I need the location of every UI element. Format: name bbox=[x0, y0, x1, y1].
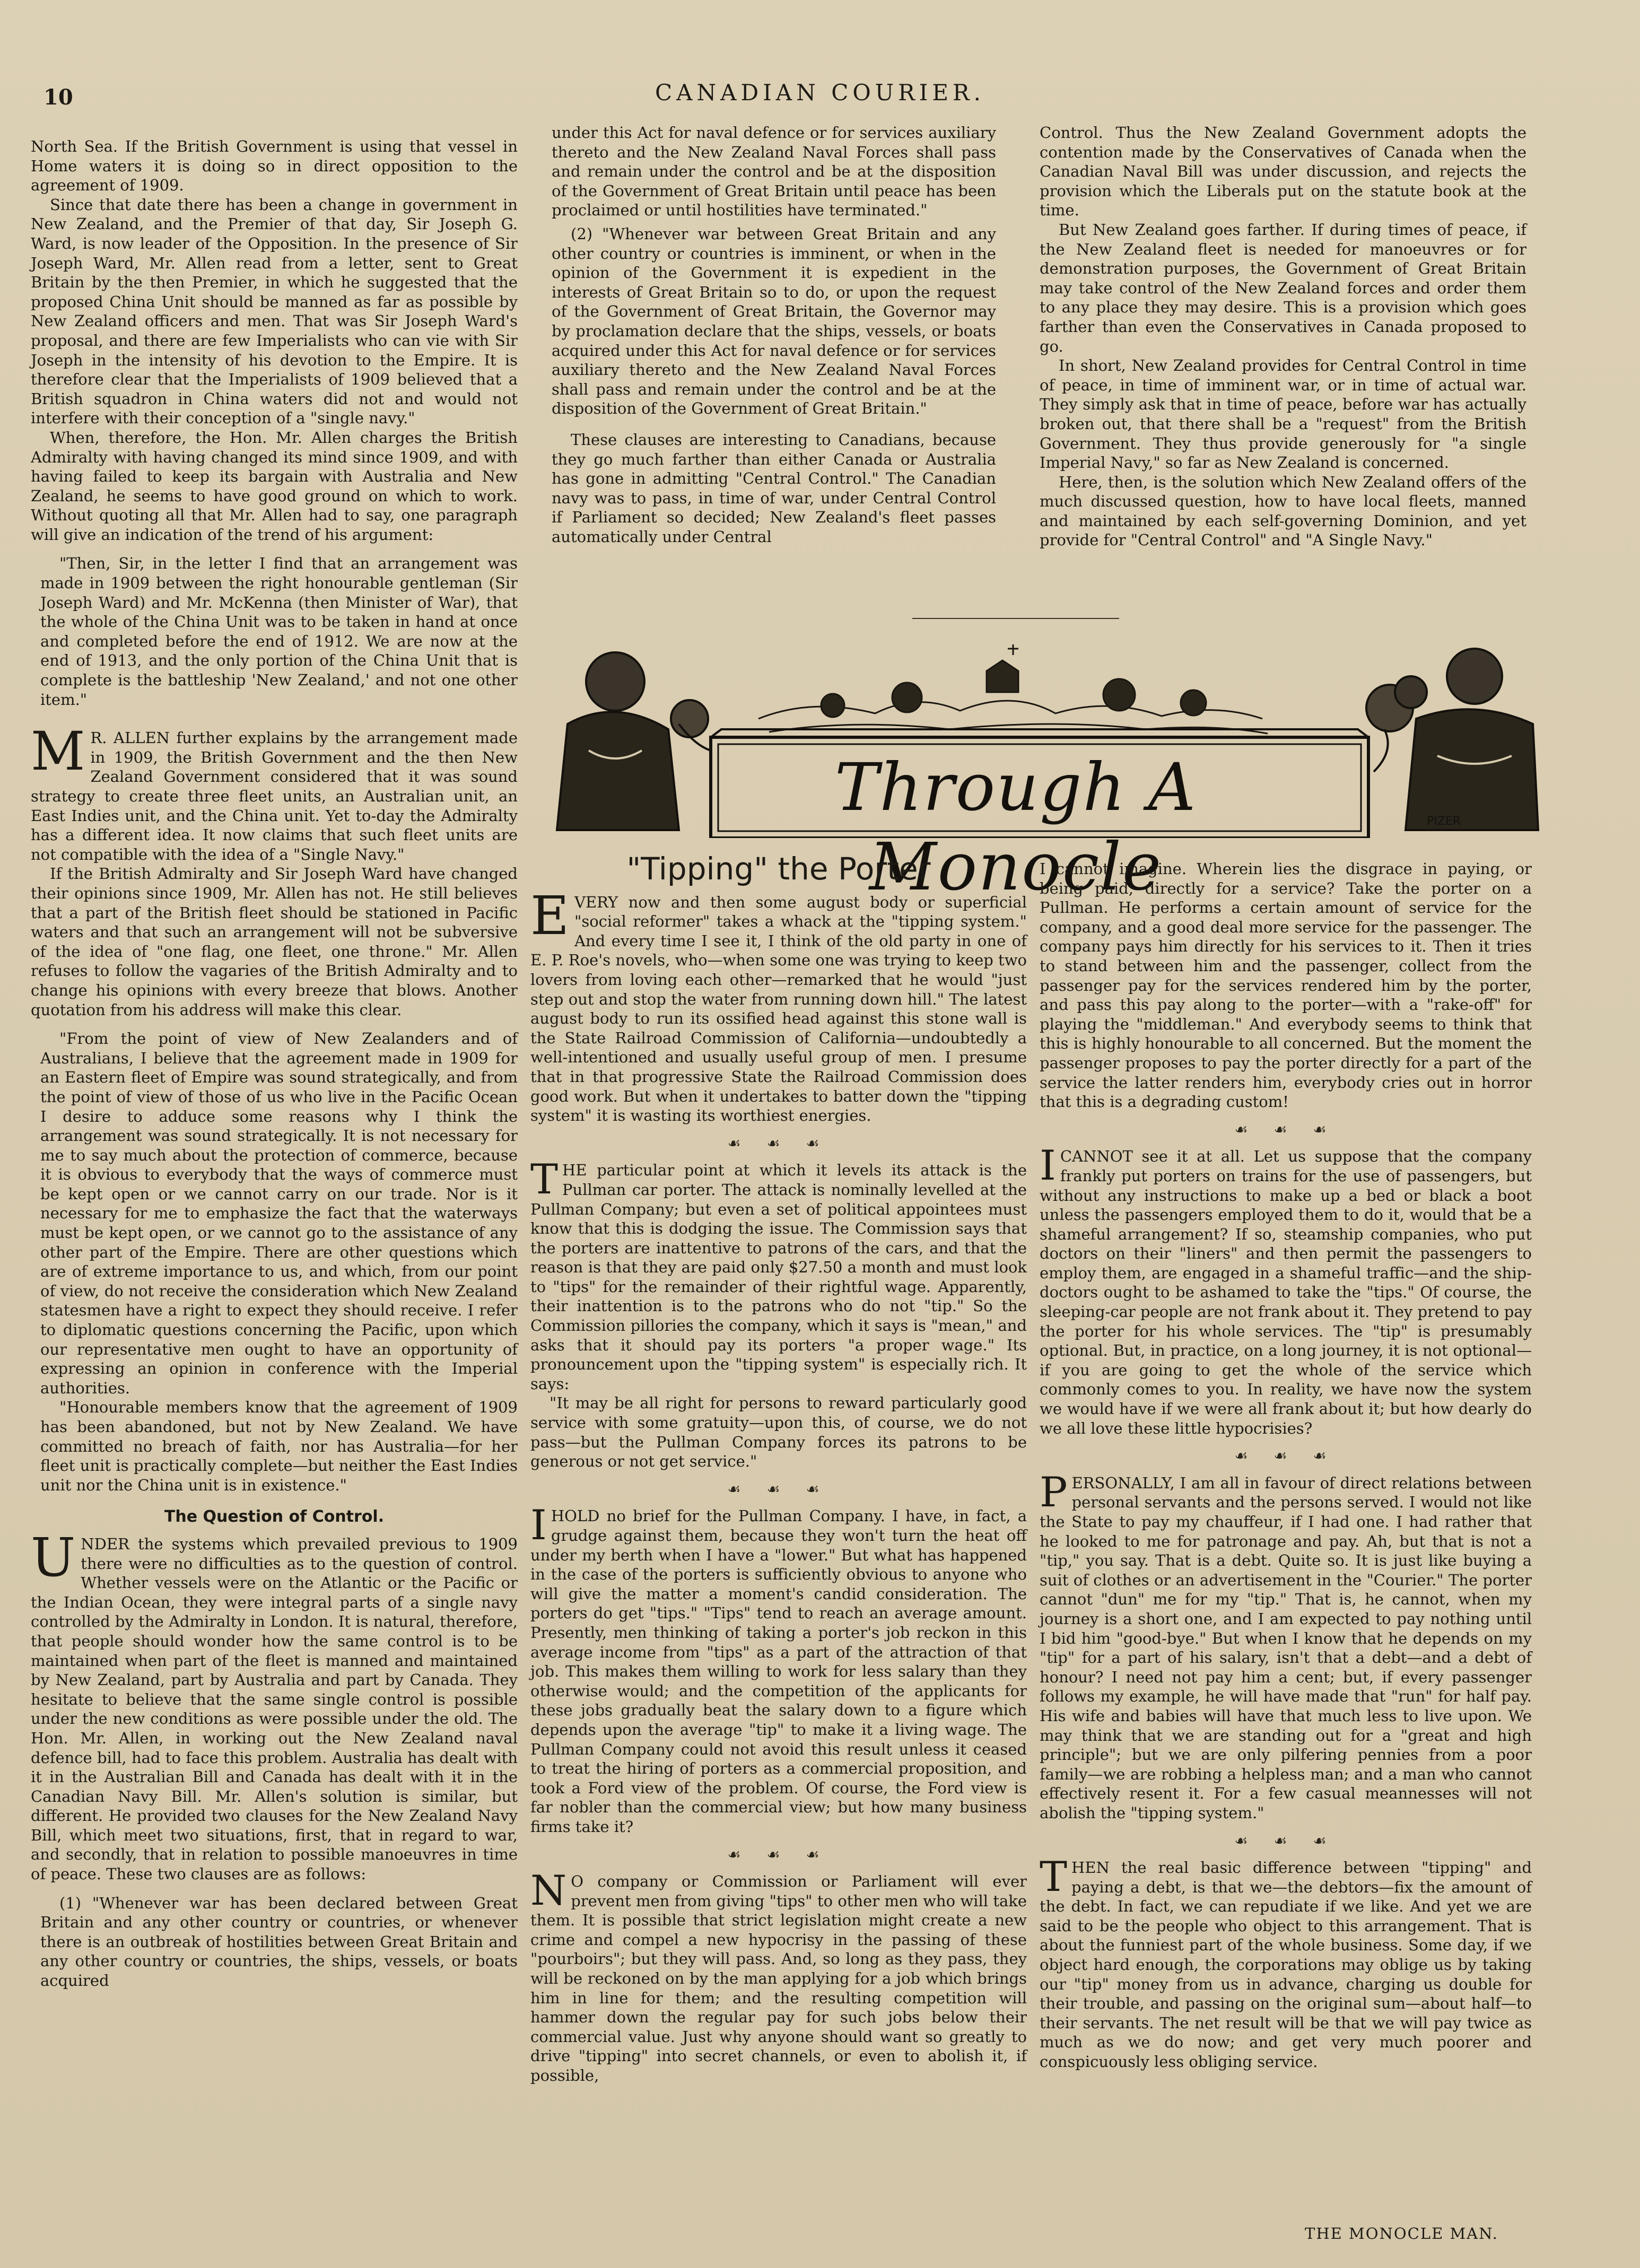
landscape-scene bbox=[758, 644, 1268, 734]
quotation: "Then, Sir, in the letter I find that an arrangement was made in 1909 between the right honourable gentleman (Sir Joseph Ward) and Mr. McKenna (then Minister of War), that the whole of the China Unit was to be taken in hand at once and completed before the end of 1912. We are now at the end of 1913, and the only portion of the China Unit that is complete is the battleship 'New Zealand,' and not one other item." bbox=[40, 554, 518, 709]
paragraph bbox=[1040, 1142, 1532, 1438]
drop-cap: I bbox=[530, 1502, 547, 1550]
lead-in: NDER bbox=[81, 1534, 129, 1553]
banner-title: Through A Monocle bbox=[834, 749, 1197, 905]
paragraph-text: now and then some august body or superficial "social reformer" takes a whack at the "tipping system." And every time I see it, I think of the old party in one of E. P. Roe's novels, who—when some one was trying to keep two lovers from loving each other—remarked that he would "just step out and stop the water from running down hill." The latest august body to run its ossified head against this stone wall is the State Railroad Commission of California—undoubtedly a well-intentioned and usually useful group of men. I presume that in that progressive State the Railroad Commission does good work. But when it undertakes to batter down the "tipping system" it is wasting its worthiest energies. bbox=[530, 893, 1027, 1125]
paragraph: Since that date there has been a change in government in New Zealand, and the Premier of that day, Sir Joseph G. Ward, is now leader of the Opposition. In the presence of Sir Joseph Ward, Mr. Allen read from a letter, sent to Great Britain by the then Premier, in which he suggested that the proposed China Unit should be manned as far as possible by New Zealand officers and men. That was Sir Joseph Ward's proposal, and there are few Imperialists who can vie with Sir Joseph in the intensity of his devotion to the Empire. It is therefore clear that the Imperialists of 1909 believed that a British squadron in China waters did not and would not interfere with their conception of a "single navy." bbox=[31, 195, 518, 428]
paragraph: When, therefore, the Hon. Mr. Allen charges the British Admiralty with having changed its mind since 1909, and with having failed to keep its bargain with Australia and New Zealand, he seems to have good ground on which to work. Without quoting all that Mr. Allen had to say, one paragraph will give an indication of the trend of his argument: bbox=[31, 428, 518, 544]
paragraph bbox=[530, 1867, 1027, 2086]
quotation: under this Act for naval defence or for services auxiliary thereto and the New Zealand Naval Forces shall pass and remain under the control and be at the disposition of the Government of Great Britain until peace has been proclaimed or until hostilities have terminated." bbox=[552, 124, 996, 220]
paragraph: I cannot imagine. Wherein lies the disgrace in paying, or being paid, directly for a service? Take the porter on a Pullman. He performs a certain amount of service for the company, and a good deal more service for the passenger. The company pays him directly for his services to it. Then it tries to stand between him and the passenger, collect from the passenger pay for the services rendered him by the porter, and pass this pay along to the porter—with a "rake-off" for playing the "middleman." And everybody seems to think that this is highly honourable to all concerned. But the moment the passenger proposes to pay the porter directly for a part of the service the latter renders him, everybody cries out in horror that this is a degrading custom! bbox=[1040, 860, 1532, 1111]
lead-in: HEN bbox=[1071, 1859, 1110, 1877]
section-ornament: ☙ ☙ ☙ bbox=[1234, 1120, 1337, 1138]
quotation: "It may be all right for persons to reward particularly good service with some gratuity—upon this, of course, we do not pass—but the Pullman Company forces its patrons to be generous or not get service." bbox=[530, 1394, 1027, 1471]
lead-in: CANNOT bbox=[1060, 1147, 1133, 1166]
paragraph bbox=[31, 1526, 518, 1884]
paragraph bbox=[31, 720, 518, 864]
paragraph-text: further explains by the arrangement made in 1909, the British Government and the then New Zealand Government considered that it was sound strategy to create three fleet units, an Australian unit, an East Indies unit, and the China unit. Yet to-day the Admiralty has a different idea. It now claims that such fleet units are not compatible with the idea of a "Single Navy." bbox=[31, 729, 518, 863]
paragraph bbox=[530, 1502, 1027, 1836]
paragraph-text: no brief for the Pullman Company. I have, in fact, a grudge against them, because they won't turn the heat off under my berth when I have a "lower." But what has happened in the case of the porters is sufficiently obvious to anyone who will give the matter a moment's candid consideration. The porters do get "tips." "Tips" tend to reach an average amount. Presently, men thinking of taking a porter's job reckon in this average income from "tips" as a part of the attraction of that job. This makes them willing to work for less salary than they otherwise would; and the competition of the applicants for these jobs gradually beat the salary down to a figure which depends upon the average "tip" to make it a living wage. The Pullman Company could not avoid this result unless it ceased to treat the hiring of porters as a commercial proposition, and took a Ford view of the problem. Of course, the Ford view is far nobler than the commercial view; but how many business firms take it? bbox=[530, 1507, 1027, 1836]
lead-in: ERSONALLY, bbox=[1071, 1473, 1175, 1492]
drop-cap: P bbox=[1040, 1468, 1068, 1516]
paragraph bbox=[1040, 1468, 1532, 1823]
column-3-upper bbox=[1040, 123, 1526, 550]
paragraph: Here, then, is the solution which New Zealand offers of the much discussed question, how to have local fleets, manned and maintained by each self-governing Dominion, and yet provide for "Central Control" and "A Single Navy." bbox=[1040, 473, 1526, 549]
artist-signature: PIZER bbox=[1427, 815, 1461, 828]
paragraph: If the British Admiralty and Sir Joseph Ward have changed their opinions since 1909, Mr. Allen has not. He still believes that a part of the British fleet should be stationed in Pacific waters and that such an arrangement will not be subversive of the idea of "one flag, one fleet, one throne." Mr. Allen refuses to follow the vagaries of the British Admiralty and to change his opinions with every breeze that blows. Another quotation from his address will make this clear. bbox=[31, 865, 518, 1019]
author-signature: THE MONOCLE MAN. bbox=[1305, 2225, 1498, 2243]
paragraph-text: particular point at which it levels its attack is the Pullman car porter. The attack is nominally levelled at the Pullman Company; but even a set of political appointees must know that this is dodging the issue. The Commission says that the porters are inattentive to patrons of the cars, and that the reason is that they are paid only $27.50 a month and must look to "tips" for the remainder of their rightful wage. Apparently, their inattention is to the patrons who do not "tip." So the Commission pillories the company, which it says is "mean," and asks that it should pay its porters "a proper wage." Its pronouncement upon the "tipping system" is especially rich. It says: bbox=[530, 1161, 1027, 1393]
subheading: The Question of Control. bbox=[164, 1507, 385, 1526]
column-1 bbox=[31, 137, 518, 1991]
drop-cap: M bbox=[31, 720, 85, 783]
drop-cap: E bbox=[530, 884, 569, 947]
section-ornament: ☙ ☙ ☙ bbox=[727, 1845, 830, 1863]
drop-cap: T bbox=[530, 1156, 559, 1204]
drop-cap: N bbox=[530, 1867, 567, 1915]
paragraph-text: company or Commission or Parliament will ever prevent men from giving "tips" to other men who will take them. It is possible that strict legislation might create a new crime and compel a new hypocrisy in the passing of these "pourboirs"; but they will pass. And, so long as they pass, they will be reckoned on by the man applying for a job which brings him in line for them; and the resulting competition will hammer down the regular pay for such jobs below their commercial value. Just why anyone should want so greatly to drive "tipping" into secret channels, or even to abolish it, if possible, bbox=[530, 1872, 1027, 2085]
section-ornament: ☙ ☙ ☙ bbox=[727, 1134, 830, 1152]
paragraph bbox=[1040, 1853, 1532, 2072]
running-head: CANADIAN COURIER. bbox=[655, 80, 985, 106]
paragraph bbox=[530, 1156, 1027, 1393]
column-2-upper bbox=[552, 123, 996, 546]
section-divider bbox=[912, 618, 1119, 619]
paragraph: But New Zealand goes farther. If during times of peace, if the New Zealand fleet is needed for manoeuvres or for demonstration purposes, the Government of Great Britain may take control of the New Zealand forces and order them to any place they may desire. This is a provision which goes farther than even the Conservatives in Canada proposed to go. bbox=[1040, 220, 1526, 355]
quotation: (1) "Whenever war has been declared between Great Britain and any other country or countries, or whenever there is an outbreak of hostilities between Great Britain and any other country or countries, the ships, vessels, or boats acquired bbox=[40, 1894, 518, 1990]
paragraph-text: the systems which prevailed previous to 1909 there were no difficulties as to the question of control. Whether vessels were on the Atlantic or the Pacific or the Indian Ocean, they were integral parts of a single navy controlled by the Admiralty in London. It is natural, therefore, that people should wonder how the same control is to be maintained when part of the fleet is manned and maintained by New Zealand, part by Australia and part by Canada. They hesitate to believe that the same single control is possible under the new conditions as were possible under the old. The Hon. Mr. Allen, in working out the New Zealand naval defence bill, had to face this problem. Australia has dealt with it in the Australian Bill and Canada has dealt with it in the Canadian Navy Bill. Mr. Allen's solution is similar, but different. He provided two clauses for the New Zealand Navy Bill, which meet two situations, first, that in regard to war, and secondly, that in relation to possible manoeuvres in time of peace. These two clauses are as follows: bbox=[31, 1534, 518, 1883]
lead-in: HOLD bbox=[551, 1507, 600, 1525]
section-ornament: ☙ ☙ ☙ bbox=[1234, 1447, 1337, 1465]
paragraph-text: see it at all. Let us suppose that the company frankly put porters on trains for the use of passengers, but without any instructions to make up a bed or black a boot unless the passengers employed them to do it, would that be a shameful arrangement? If so, steamship companies, who put doctors on their "liners" and then permit the passengers to employ them, are engaged in a shameful traffic—and the ship-doctors ought to be ashamed to take the "tips." Of course, the sleeping-car people are not frank about it. They pretend to pay the porter for his whole services. The "tip" is presumably optional. But, in practice, on a long journey, it is not optional—if you are going to get the whole of the service which commonly comes to you. In reality, we have now the system we would have if we were all frank about it; but how dearly do we all love these little hypocrisies? bbox=[1040, 1147, 1532, 1437]
paragraph-text: I am all in favour of direct relations between personal servants and the persons served. I would not like the State to pay my chauffeur, if I had one. I had rather that he looked to me for patronage and pay. Ah, but that is not a "tip," you say. That is a debt. Quite so. It is just like buying a suit of clothes or an advertisement in the "Courier." The porter cannot "dun" me for my "tip." That is, he cannot, when my journey is a short one, and I am expected to pay nothing until I bid him "good-bye." But when I know that he depends on my "tip" for a part of his salary, isn't that a debt—and a debt of honour? I need not pay him a cent; but, if every passenger follows my example, he will have made that "run" for half pay. His wife and babies will have that much less to live upon. We may think that we are standing out for a "great and high principle"; but we are only pilfering pennies from a poor family—we are robbing a helpless man; and a man who cannot effectively resent it. For a few casual meannesses will not abolish the "tipping system." bbox=[1040, 1473, 1532, 1822]
monocle-column-1 bbox=[530, 851, 1027, 2086]
quotation: "From the point of view of New Zealanders and of Australians, I believe that the agreement made in 1909 for an Eastern fleet of Empire was sound strategically, and from the point of view of those of us who live in the Pacific Ocean I desire to adduce some reasons why I think the arrangement was sound strategically. It is not necessary for me to say much about the protection of commerce, because it is obvious to everybody that the ways of commerce must be kept open or we cannot carry on our trade. Nor is it necessary for me to emphasize the fact that the waterways must be kept open, or we cannot go to the assistance of any other part of the Empire. There are other questions which are of extreme importance to us, and which, from our point of view, do not receive the consideration which New Zealand statesmen have a right to expect they should receive. I refer to diplomatic questions concerning the Pacific, upon which our representative men ought to have an opportunity of expressing an opinion in conference with the Imperial authorities. bbox=[40, 1030, 518, 1397]
drop-cap: I bbox=[1040, 1142, 1056, 1190]
paragraph-text: the real basic difference between "tipping" and paying a debt, is that we—the debtors—fix the amount of the debt. In fact, we can repudiate if we like. And yet we are said to be the people who object to this arrangement. That is about the funniest part of the whole business. Some day, if we object hard enough, the corporations may oblige us by taking our "tip" money from us in advance, charging us double for their trouble, and passing on the original sum—about half—to their servants. The net result will be that we will pay twice as much as we do now; and get very much poorer and conspicuously less obliging service. bbox=[1040, 1859, 1532, 2071]
paragraph: These clauses are interesting to Canadians, because they go much farther than either Canada or Australia has gone in admitting "Central Control." The Canadian navy was to pass, in time of war, under Central Control if Parliament so decided; New Zealand's fleet passes automatically under Central bbox=[552, 430, 996, 546]
page-number: 10 bbox=[43, 85, 73, 110]
paragraph: Control. Thus the New Zealand Government adopts the contention made by the Conservatives of Canada when the Canadian Naval Bill was under discussion, and rejects the provision which the Liberals put on the statute book at the time. bbox=[1040, 124, 1526, 220]
quotation: "Honourable members know that the agreement of 1909 has been abandoned, but not by New Zealand. We have committed no breach of faith, nor has Australia—for her fleet unit is practically complete—but neither the East Indies unit nor the China unit is in existence." bbox=[40, 1398, 518, 1494]
lead-in: O bbox=[571, 1872, 584, 1891]
left-figure-gentleman bbox=[557, 652, 711, 830]
section-ornament: ☙ ☙ ☙ bbox=[727, 1480, 830, 1498]
quotation: (2) "Whenever war between Great Britain and any other country or countries is imminent, or when in the opinion of the Government it is expedient in the interests of Great Britain so to do, or upon the request of the Government of Great Britain, the Governor may by proclamation declare that the ships, vessels, or boats acquired under this Act for naval defence or for services auxiliary thereto and the New Zealand Naval Forces shall pass and remain under the control and be at the disposition of the Government of Great Britain." bbox=[552, 224, 996, 418]
drop-cap: U bbox=[31, 1526, 76, 1589]
paragraph: In short, New Zealand provides for Central Control in time of peace, in time of imminent war, or in time of actual war. They simply ask that in time of peace, before war has actually broken out, that there shall be a "request" from the British Government. They thus provide generously for "a single Imperial Navy," so far as New Zealand is concerned. bbox=[1040, 356, 1526, 472]
lead-in: HE bbox=[562, 1161, 587, 1180]
lead-in: VERY bbox=[574, 893, 618, 911]
lead-in: R. ALLEN bbox=[90, 729, 170, 747]
paragraph: North Sea. If the British Government is using that vessel in Home waters it is doing so in direct opposition to the agreement of 1909. bbox=[31, 137, 518, 195]
section-ornament: ☙ ☙ ☙ bbox=[1234, 1831, 1337, 1850]
drop-cap: T bbox=[1040, 1853, 1068, 1901]
right-figure-gentleman bbox=[1366, 649, 1538, 830]
paragraph bbox=[530, 884, 1027, 1126]
monocle-column-2 bbox=[1040, 859, 1532, 2072]
story-title: "Tipping" the Porter bbox=[626, 851, 931, 887]
